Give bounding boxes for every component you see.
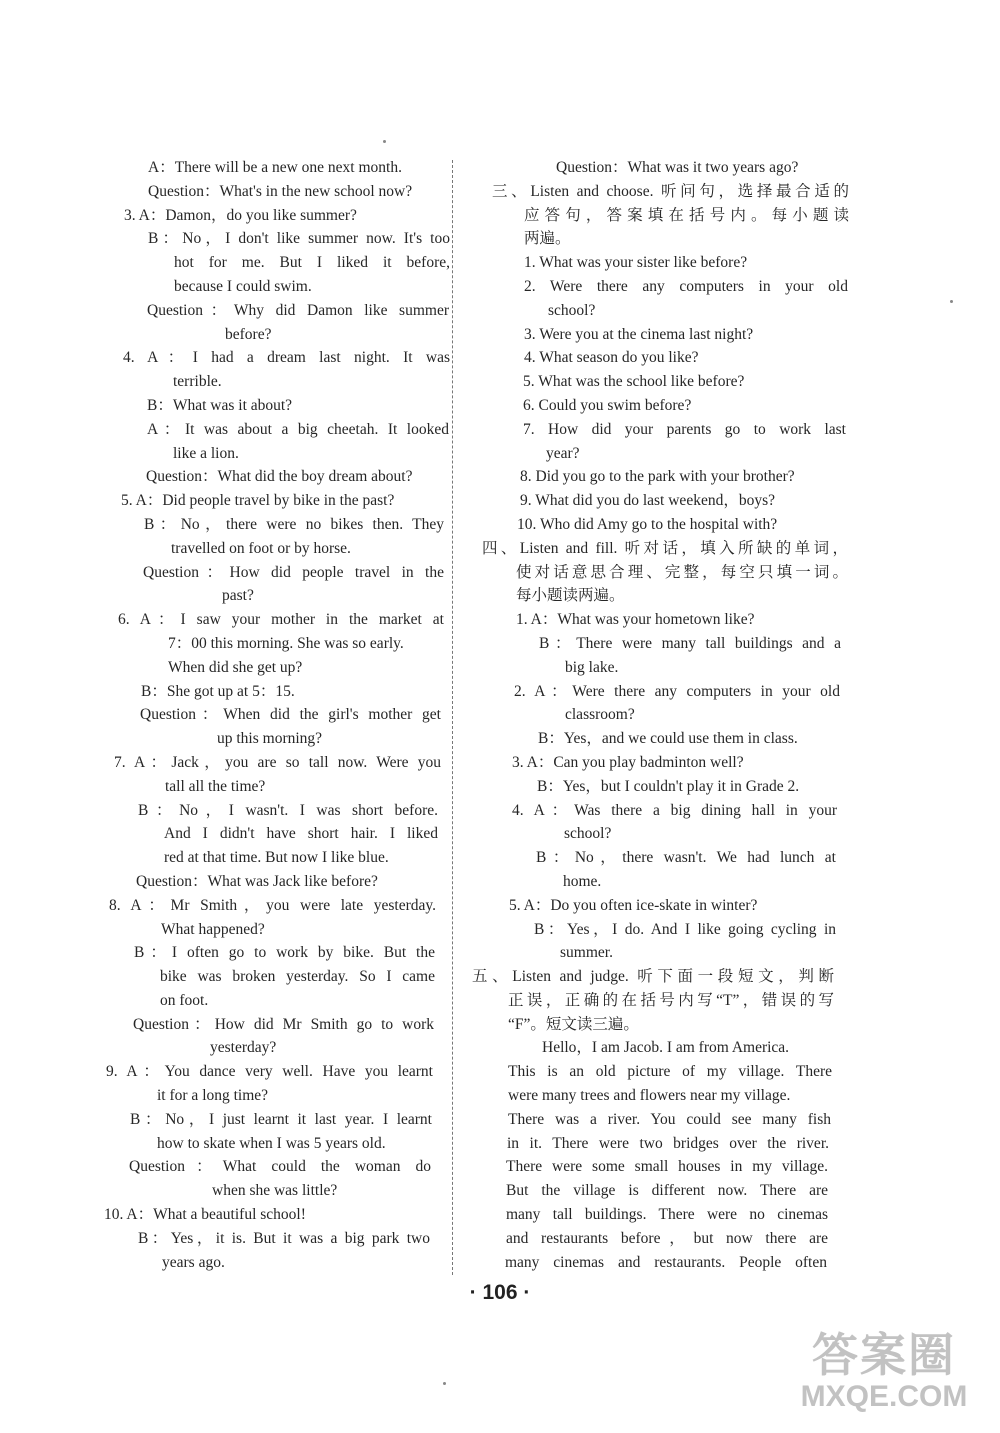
dialogue-line: B：I often go to work by bike. But the <box>134 944 435 962</box>
dialogue-line: because I could swim. <box>174 277 312 295</box>
dialogue-line: A：There will be a new one next month. <box>148 159 402 176</box>
question-item: 7. How did your parents go to work last <box>523 420 846 438</box>
question-item: 10. Who did Amy go to the hospital with? <box>517 515 778 533</box>
dialogue-line: bike was broken yesterday. So I came <box>160 968 435 986</box>
dialogue-line: like a lion. <box>173 444 239 462</box>
dialogue-line: 4. A：I had a dream last night. It was <box>123 349 450 367</box>
dialogue-line: 9. A：You dance very well. Have you learnt <box>106 1063 433 1081</box>
section-instruction: 应答句，答案填在括号内。每小题读 <box>524 206 849 224</box>
dialogue-line: 7：00 this morning. She was so early. <box>168 634 404 652</box>
dialogue-line: 8. A：Mr Smith，you were late yesterday. <box>109 896 436 914</box>
passage-line: There were some small houses in my village. <box>506 1158 828 1176</box>
dialogue-line: B：No，I just learnt it last year. I learnt <box>130 1110 432 1128</box>
dialogue-line: 2. A：Were there any computers in your old <box>514 682 840 700</box>
question-line: Question：When did the girl's mother get <box>140 706 441 724</box>
dialogue-line: tall all the time? <box>165 777 266 795</box>
dialogue-line: B：There were many tall buildings and a <box>539 634 841 652</box>
dialogue-line: 5. A：Do you often ice-skate in winter? <box>509 896 758 914</box>
question-line: before? <box>225 325 272 343</box>
dialogue-line: 3. A：Can you play badminton well? <box>512 753 744 771</box>
watermark <box>794 1328 974 1413</box>
dialogue-line: B：Yes，it is. But it was a big park two <box>138 1229 430 1247</box>
dialogue-line: 3. A：Damon，do you like summer? <box>124 206 357 224</box>
question-item: 8. Did you go to the park with your brother? <box>520 468 795 486</box>
dialogue-line: B：No，I don't like summer now. It's too <box>148 230 450 248</box>
question-item: school? <box>548 301 596 319</box>
dialogue-line: What happened? <box>161 920 265 938</box>
question-line: past? <box>222 587 254 605</box>
passage-line: This is an old picture of my village. There <box>508 1063 832 1081</box>
dialogue-line: travelled on foot or by horse. <box>171 539 351 557</box>
question-item: 9. What did you do last weekend，boys? <box>520 492 775 510</box>
question-line: Question：What could the woman do <box>129 1158 431 1176</box>
dialogue-line: red at that time. But now I like blue. <box>164 849 389 867</box>
right-column <box>472 156 857 1274</box>
speck-dot <box>950 300 953 303</box>
passage-line: and restaurants before，but now there are <box>506 1229 828 1247</box>
left-column <box>104 156 454 1274</box>
section-instruction: “F”。短文读三遍。 <box>508 1015 639 1033</box>
passage-line: many cinemas and restaurants. People often <box>505 1253 827 1271</box>
passage-line: Hello，I am Jacob. I am from America. <box>542 1039 790 1057</box>
dialogue-line: A：It was about a big cheetah. It looked <box>147 420 449 438</box>
question-line: Question：What was it two years ago? <box>556 159 799 176</box>
passage-line: many tall buildings. There were no cinemas <box>506 1206 828 1224</box>
dialogue-line: school? <box>564 825 612 843</box>
question-line: Question：Why did Damon like summer <box>147 301 449 319</box>
dialogue-line: 10. A：What a beautiful school! <box>104 1206 306 1224</box>
dialogue-line: it for a long time? <box>157 1087 269 1105</box>
question-item: 2. Were there any computers in your old <box>524 277 848 295</box>
question-line: up this morning? <box>217 730 323 748</box>
passage-line: But the village is different now. There are <box>506 1182 828 1200</box>
dialogue-line: B：Yes，and we could use them in class. <box>538 730 798 748</box>
question-item: 6. Could you swim before? <box>523 396 692 414</box>
section-heading-5: 五、Listen and judge. 听下面一段短文，判断 <box>472 968 834 986</box>
question-item: 3. Were you at the cinema last night? <box>524 325 754 343</box>
question-item: year? <box>546 444 580 462</box>
question-item: 1. What was your sister like before? <box>524 254 748 272</box>
question-line: Question：What was Jack like before? <box>136 872 378 890</box>
dialogue-line: hot for me. But I liked it before, <box>174 254 450 272</box>
speck-dot <box>443 1382 446 1385</box>
passage-line: in it. There were two bridges over the river. <box>507 1134 829 1152</box>
section-instruction: 每小题读两遍。 <box>516 587 625 605</box>
speck-dot <box>383 140 386 143</box>
question-item: 4. What season do you like? <box>524 349 699 367</box>
dialogue-line: on foot. <box>160 991 209 1009</box>
question-line: when she was little? <box>212 1182 338 1200</box>
dialogue-line: classroom? <box>565 706 635 724</box>
watermark-domain: MXQE.COM <box>800 1380 968 1413</box>
question-item: 5. What was the school like before? <box>523 373 745 391</box>
section-heading-3: 三、Listen and choose. 听问句，选择最合适的 <box>492 182 849 200</box>
passage-line: There was a river. You could see many fish <box>508 1110 831 1128</box>
dialogue-line: B：Yes，but I couldn't play it in Grade 2. <box>537 777 800 795</box>
section-instruction: 正误，正确的在括号内写“T”，错误的写 <box>508 991 834 1009</box>
dialogue-line: summer. <box>560 944 613 962</box>
dialogue-line: B：No，there wasn't. We had lunch at <box>536 849 836 867</box>
question-line: Question：What did the boy dream about? <box>146 468 413 486</box>
question-line: Question：How did people travel in the <box>143 563 444 581</box>
dialogue-line: 4. A：Was there a big dining hall in your <box>512 801 837 819</box>
dialogue-line: B：Yes，I do. And I like going cycling in <box>534 920 836 938</box>
dialogue-line: big lake. <box>565 658 619 676</box>
question-line: Question：How did Mr Smith go to work <box>133 1015 434 1033</box>
dialogue-line: B：No，there were no bikes then. They <box>144 515 444 533</box>
watermark-chinese: 答案圈 <box>812 1328 956 1382</box>
dialogue-line: 6. A：I saw your mother in the market at <box>118 611 444 629</box>
dialogue-line: how to skate when I was 5 years old. <box>157 1134 386 1152</box>
dialogue-line: 5. A：Did people travel by bike in the past? <box>121 492 395 510</box>
dialogue-line: B：She got up at 5：15. <box>141 682 295 700</box>
section-heading-4: 四、Listen and fill. 听对话，填入所缺的单词， <box>482 539 848 557</box>
dialogue-line: 1. A：What was your hometown like? <box>516 611 755 629</box>
dialogue-line: 7. A：Jack，you are so tall now. Were you <box>114 753 441 771</box>
section-instruction: 使对话意思合理、完整，每空只填一词。 <box>516 563 848 581</box>
question-line: Question：What's in the new school now? <box>148 182 413 200</box>
dialogue-line: terrible. <box>173 373 222 391</box>
dialogue-line: B：What was it about? <box>147 396 293 414</box>
page-number: · 106 · <box>469 1281 531 1304</box>
passage-line: were many trees and flowers near my village. <box>508 1087 791 1105</box>
dialogue-line: home. <box>563 872 602 890</box>
dialogue-line: years ago. <box>162 1253 225 1271</box>
section-instruction: 两遍。 <box>524 230 571 248</box>
dialogue-line: When did she get up? <box>168 658 303 676</box>
question-line: yesterday? <box>210 1039 277 1057</box>
dialogue-line: B：No，I wasn't. I was short before. <box>138 801 438 819</box>
dialogue-line: And I didn't have short hair. I liked <box>164 825 438 843</box>
